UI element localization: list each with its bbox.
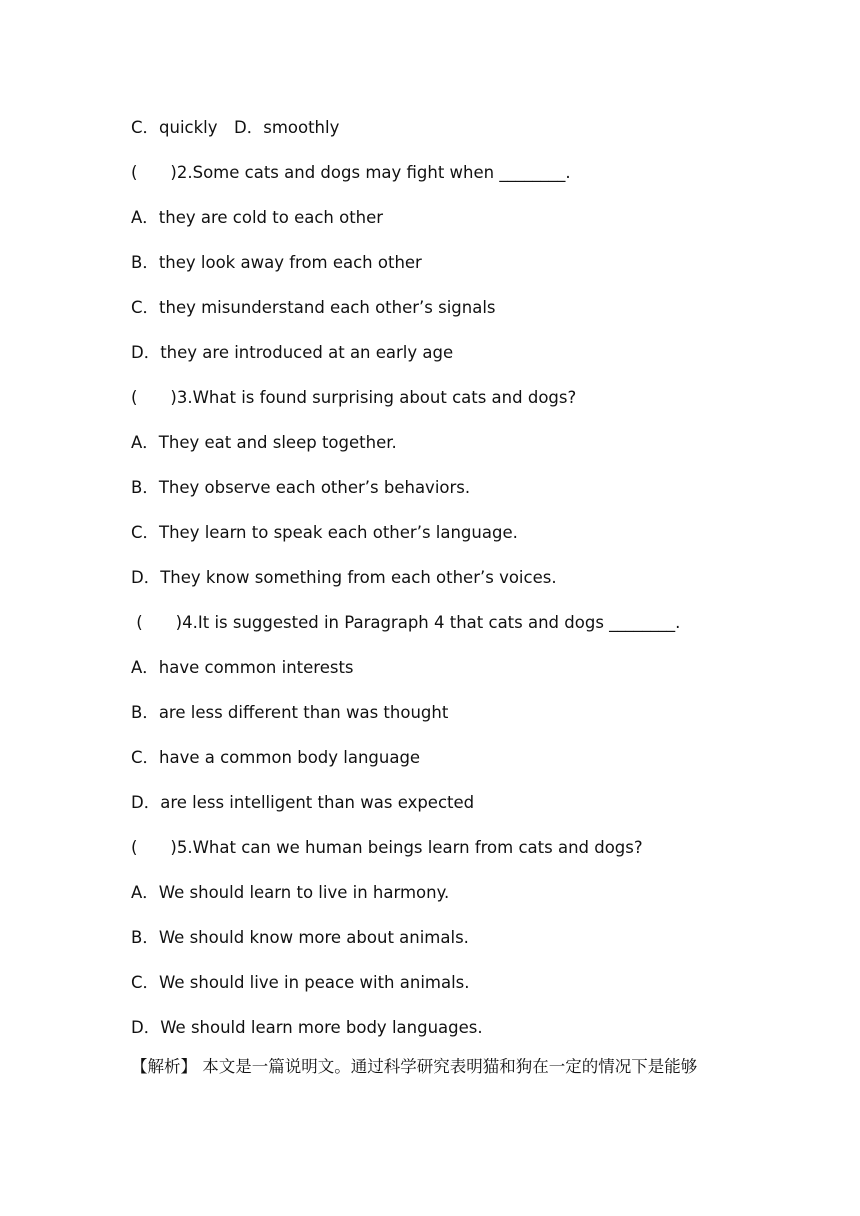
question-2-stem: ( )2.Some cats and dogs may fight when ________. xyxy=(131,163,571,182)
question-4-option-d: D．are less intelligent than was expected xyxy=(131,793,475,812)
question-3-option-a: A．They eat and sleep together. xyxy=(131,433,397,452)
question-3-stem: ( )3.What is found surprising about cats and dogs? xyxy=(131,388,577,407)
question-3-option-b: B．They observe each other’s behaviors. xyxy=(131,478,471,497)
question-3-option-d: D．They know something from each other’s voices. xyxy=(131,568,557,587)
question-5-option-d: D．We should learn more body languages. xyxy=(131,1018,483,1037)
question-4-option-a: A．have common interests xyxy=(131,658,354,677)
question-3-option-c: C．They learn to speak each other’s language. xyxy=(131,523,518,542)
question-4-stem: ( )4.It is suggested in Paragraph 4 that cats and dogs ________. xyxy=(131,613,681,632)
analysis-paragraph: 【解析】 本文是一篇说明文。通过科学研究表明猫和狗在一定的情况下是能够 xyxy=(131,1057,698,1076)
question-5-option-a: A．We should learn to live in harmony. xyxy=(131,883,450,902)
question-2-option-c: C．they misunderstand each other’s signals xyxy=(131,298,496,317)
question-4-option-b: B．are less different than was thought xyxy=(131,703,449,722)
question-5-stem: ( )5.What can we human beings learn from cats and dogs? xyxy=(131,838,643,857)
question-5-option-c: C．We should live in peace with animals. xyxy=(131,973,470,992)
question-2-option-b: B．they look away from each other xyxy=(131,253,422,272)
question-2-option-d: D．they are introduced at an early age xyxy=(131,343,454,362)
question-5-option-b: B．We should know more about animals. xyxy=(131,928,469,947)
question-4-option-c: C．have a common body language xyxy=(131,748,421,767)
q1-options-cd: C．quickly D．smoothly xyxy=(131,118,340,137)
question-2-option-a: A．they are cold to each other xyxy=(131,208,384,227)
